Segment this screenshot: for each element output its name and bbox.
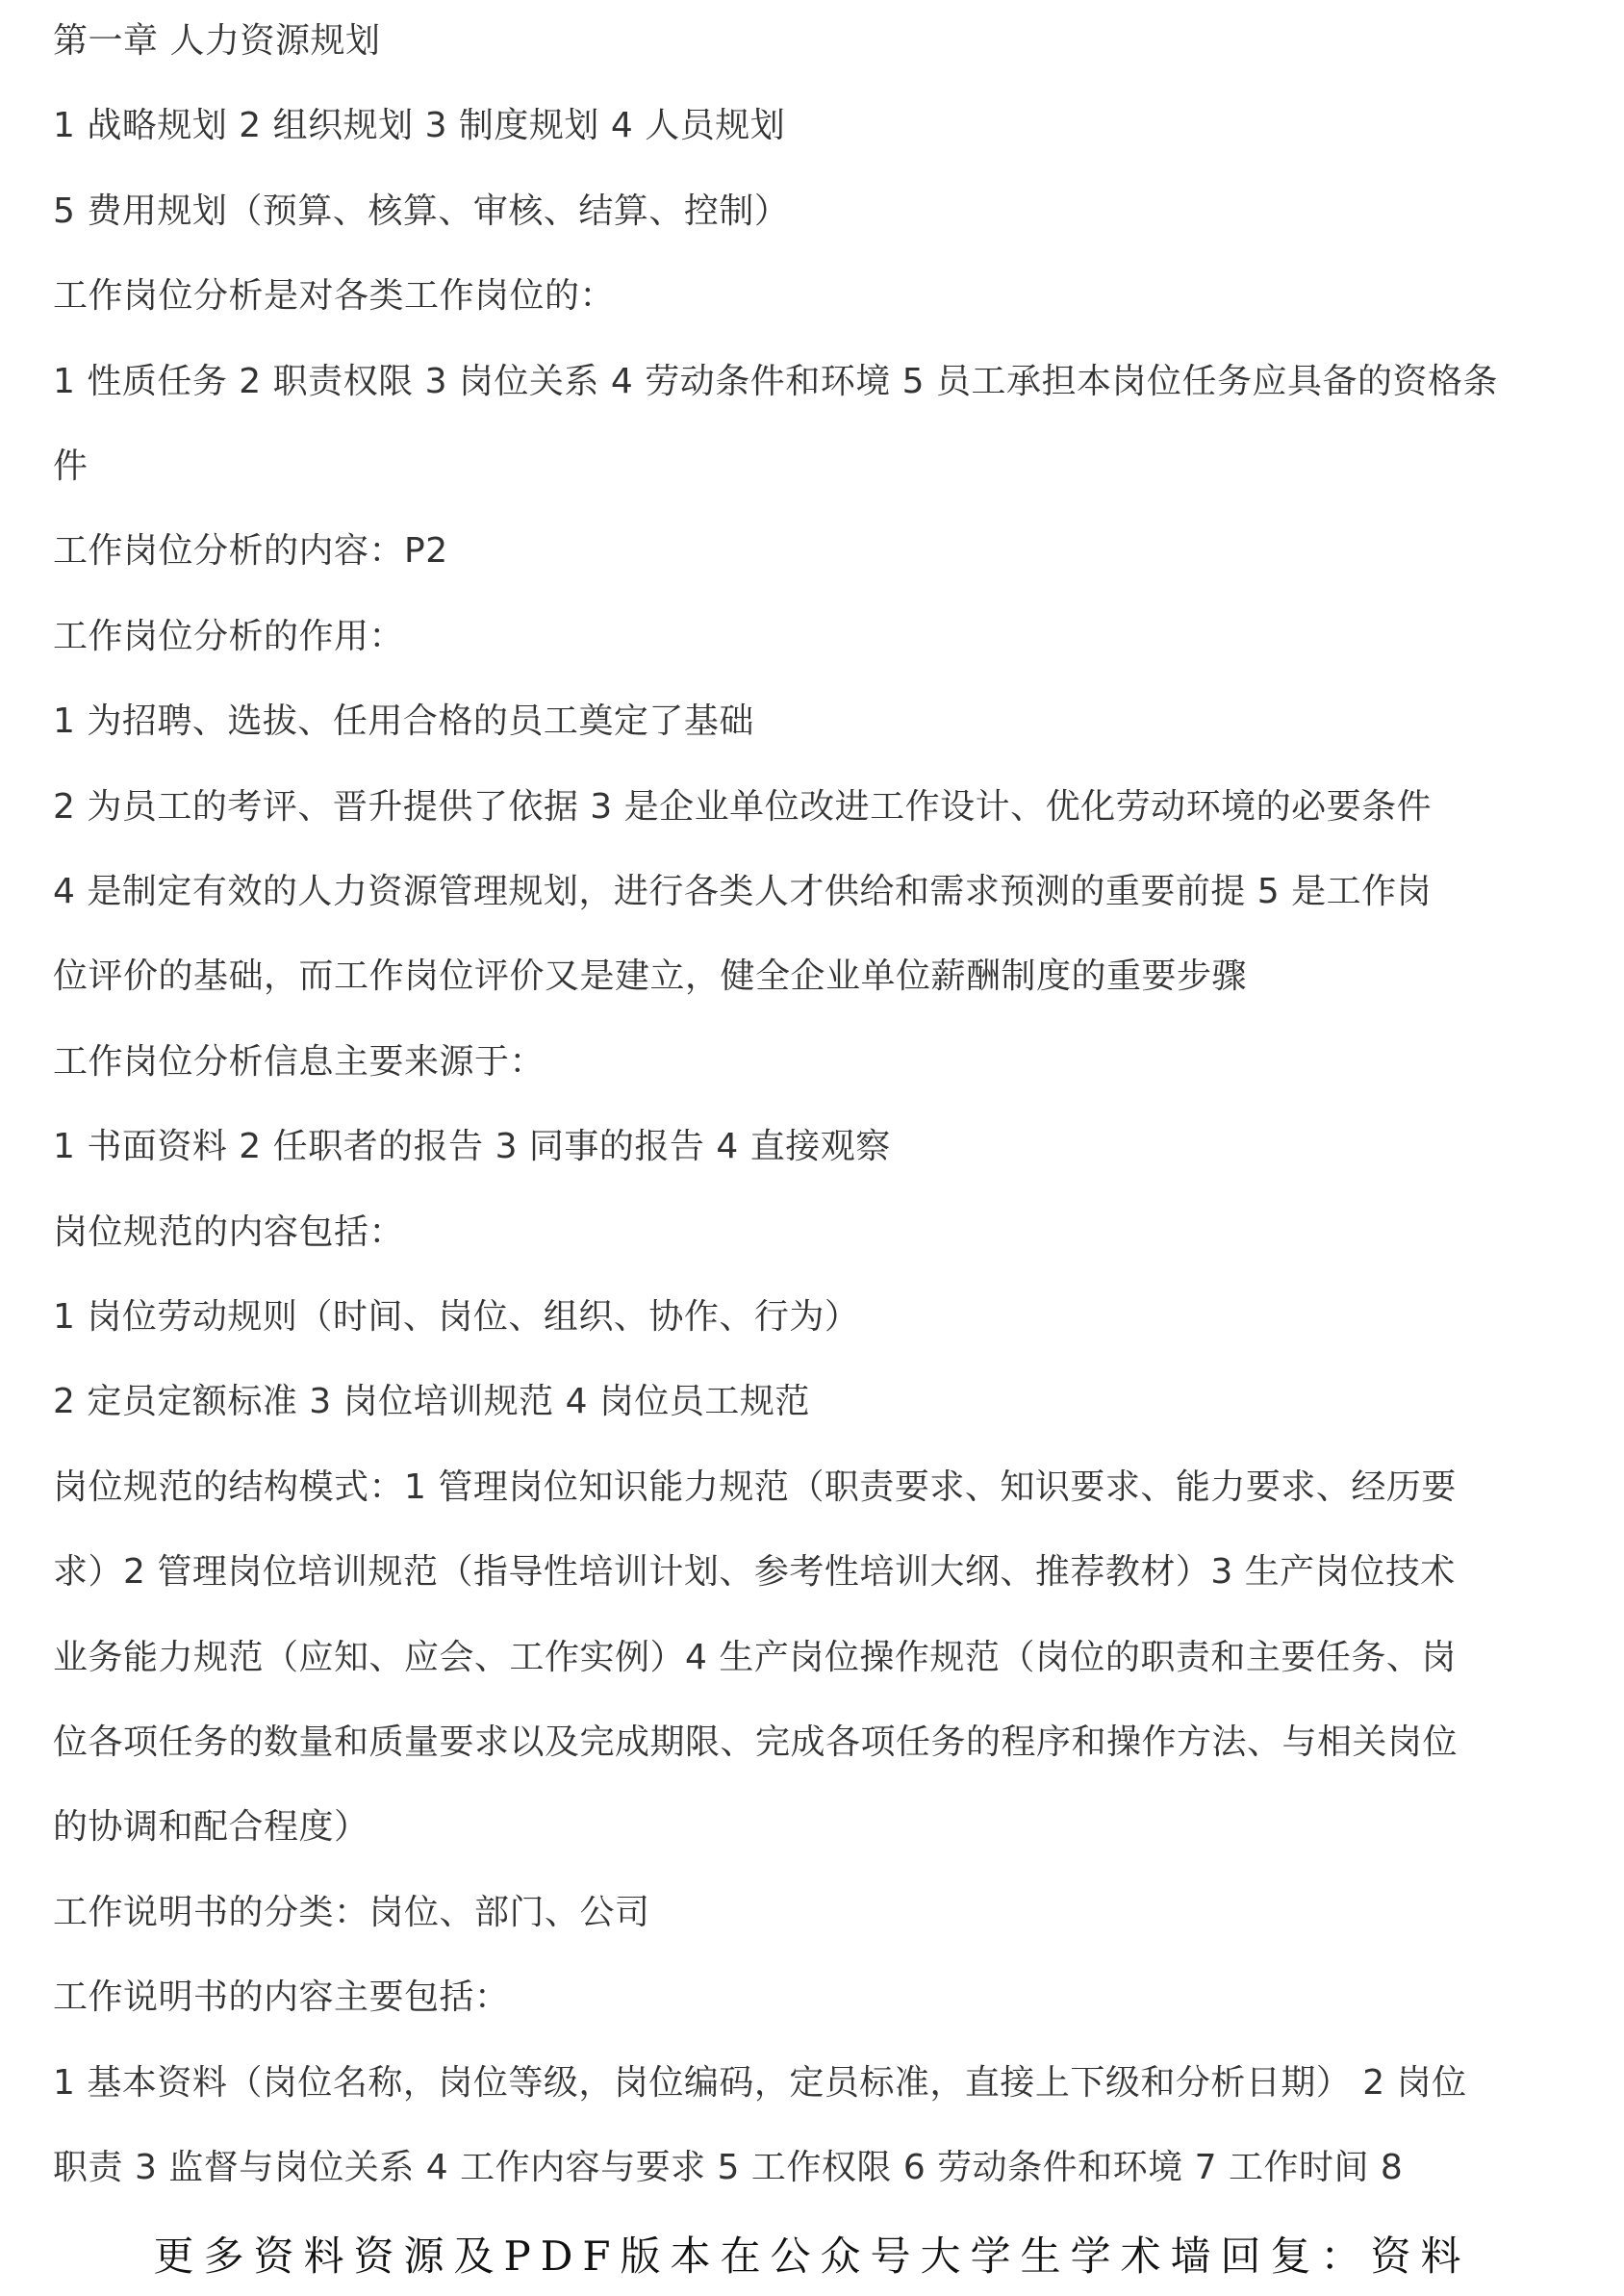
text-line: 5 费用规划（预算、核算、审核、结算、控制） [53,191,790,231]
section-heading: 工作说明书的分类：岗位、部门、公司 [53,1893,650,1932]
text-line: 1 性质任务 2 职责权限 3 岗位关系 4 劳动条件和环境 5 员工承担本岗位任务应具备的资格条 [53,362,1499,401]
text-line: 1 为招聘、选拔、任用合格的员工奠定了基础 [53,702,754,741]
section-heading: 工作岗位分析是对各类工作岗位的： [53,276,616,316]
chapter-title: 第一章 人力资源规划 [53,21,381,61]
text-line-clipped: 职责 3 监督与岗位关系 4 工作内容与要求 5 工作权限 6 劳动条件和环境 7 工作时间 8 [53,2148,1404,2187]
section-heading: 岗位规范的内容包括： [53,1212,405,1252]
text-line: 1 书面资料 2 任职者的报告 3 同事的报告 4 直接观察 [53,1127,891,1166]
section-heading: 工作岗位分析信息主要来源于： [53,1042,546,1082]
text-line: 业务能力规范（应知、应会、工作实例）4 生产岗位操作规范（岗位的职责和主要任务、岗 [53,1638,1457,1677]
text-line: 的协调和配合程度） [53,1807,369,1847]
text-line: 1 战略规划 2 组织规划 3 制度规划 4 人员规划 [53,106,786,145]
text-line: 岗位规范的结构模式：1 管理岗位知识能力规范（职责要求、知识要求、能力要求、经历要 [53,1467,1457,1507]
text-line: 位评价的基础，而工作岗位评价又是建立，健全企业单位薪酬制度的重要步骤 [53,957,1248,996]
text-line: 1 岗位劳动规则（时间、岗位、组织、协作、行为） [53,1297,860,1337]
section-heading: 工作岗位分析的作用： [53,617,405,656]
text-line: 件 [53,446,89,486]
text-line: 4 是制定有效的人力资源管理规划，进行各类人才供给和需求预测的重要前提 5 是工作岗 [53,872,1433,911]
section-heading: 工作岗位分析的内容：P2 [53,531,448,571]
section-heading: 工作说明书的内容主要包括： [53,1977,510,2017]
text-line: 2 为员工的考评、晋升提供了依据 3 是企业单位改进工作设计、优化劳动环境的必要条件 [53,787,1433,827]
text-line: 2 定员定额标准 3 岗位培训规范 4 岗位员工规范 [53,1382,810,1421]
footer-promo-text: 更多资料资源及PDF版本在公众号大学生学术墙回复：资料 [153,2232,1471,2280]
text-line: 求）2 管理岗位培训规范（指导性培训计划、参考性培训大纲、推荐教材）3 生产岗位技术 [53,1552,1456,1592]
text-line: 1 基本资料（岗位名称，岗位等级，岗位编码，定员标准，直接上下级和分析日期） 2 岗位 [53,2063,1467,2103]
text-line: 位各项任务的数量和质量要求以及完成期限、完成各项任务的程序和操作方法、与相关岗位 [53,1722,1459,1762]
